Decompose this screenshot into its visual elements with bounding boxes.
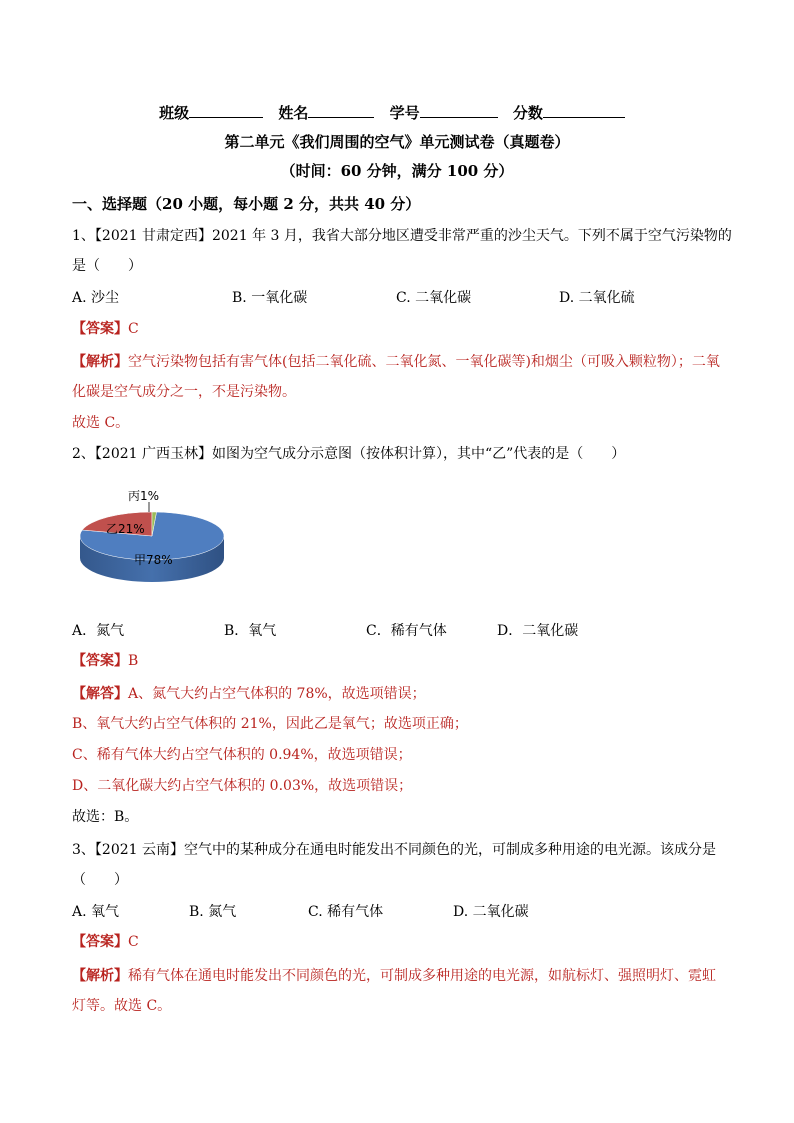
q1-option-b: B. 一氧化碳 [232,290,308,306]
name-blank [308,102,374,118]
q1-option-d: D. 二氧化硫 [559,290,635,306]
q2-option-a: A．氮气 [72,623,125,639]
score-blank [543,102,625,118]
q1-conclusion: 故选 C。 [72,415,130,431]
q1-stem-line2: 是（ ） [72,258,142,274]
page-title: 第二单元《我们周围的空气》单元测试卷（真题卷） [224,133,570,151]
q1-option-a: A. 沙尘 [72,290,120,306]
q3-option-a: A. 氧气 [72,904,120,920]
q2-analysis-line1 [72,684,426,704]
q2-analysis-label: 【解答】 [72,686,128,702]
q2-option-b: B．氧气 [224,623,277,639]
pie-label-jia: 甲78% [134,553,173,567]
pie-label-yi: 乙21% [106,522,145,536]
q3-analysis-line2: 灯等。故选 C。 [72,998,172,1014]
q3-option-b: B. 氮气 [189,904,237,920]
q2-conclusion: 故选：B。 [72,809,139,825]
q3-option-d: D. 二氧化碳 [453,904,529,920]
q3-answer [72,932,139,952]
q1-stem-line1: 1、【2021 甘肃定西】2021 年 3 月，我省大部分地区遭受非常严重的沙尘天气。下列不属于空气污染物的 [72,228,732,244]
q3-answer-value: C [128,934,139,950]
q3-answer-label: 【答案】 [72,934,128,950]
q2-analysis-text1: A、氮气大约占空气体积的 78%，故选项错误； [128,686,426,702]
q2-analysis-line3: C、稀有气体大约占空气体积的 0.94%，故选项错误； [72,747,412,763]
q2-analysis-line4: D、二氧化碳大约占空气体积的 0.03%，故选项错误； [72,778,413,794]
q3-analysis-label: 【解析】 [72,968,128,984]
q2-answer [72,651,138,671]
q1-answer-value: C [128,321,139,337]
q3-stem-line1: 3、【2021 云南】空气中的某种成分在通电时能发出不同颜色的光，可制成多种用途的电光源。该成分是 [72,842,716,858]
q3-analysis-text1: 稀有气体在通电时能发出不同颜色的光，可制成多种用途的电光源，如航标灯、强照明灯、霓虹 [128,968,716,984]
q1-option-c: C. 二氧化碳 [396,290,472,306]
q2-answer-value: B [128,653,139,669]
q2-answer-label: 【答案】 [72,653,128,669]
air-composition-pie-chart [72,480,232,600]
section-heading: 一、选择题（20 小题，每小题 2 分，共共 40 分） [72,195,421,213]
q3-stem-line2: （ ） [72,872,128,888]
q1-answer-label: 【答案】 [72,321,128,337]
q1-analysis-line2: 化碳是空气成分之一，不是污染物。 [72,384,296,400]
q1-analysis-text1: 空气污染物包括有害气体(包括二氧化硫、二氧化氮、一氧化碳等)和烟尘（可吸入颗粒物）；二氧 [128,354,720,370]
page-subtitle: （时间：60 分钟，满分 100 分） [280,162,514,180]
q1-analysis-label: 【解析】 [72,354,128,370]
q3-option-c: C. 稀有气体 [308,904,384,920]
q1-analysis-line1 [72,352,720,372]
pie-label-bing: 丙1% [128,489,160,503]
q2-stem: 2、【2021 广西玉林】如图为空气成分示意图（按体积计算），其中“乙”代表的是（ ） [72,446,626,462]
number-label: 学号 [389,104,420,122]
name-label: 姓名 [278,104,309,122]
student-info-header [0,102,794,123]
class-blank [189,102,263,118]
q3-analysis-line1 [72,966,716,986]
score-label: 分数 [512,104,543,122]
q2-option-c: C．稀有气体 [366,623,447,639]
class-label: 班级 [159,104,190,122]
number-blank [420,102,498,118]
q2-option-d: D．二氧化碳 [497,623,579,639]
q1-answer [72,319,139,339]
q2-analysis-line2: B、氧气大约占空气体积的 21%，因此乙是氧气；故选项正确； [72,716,468,732]
